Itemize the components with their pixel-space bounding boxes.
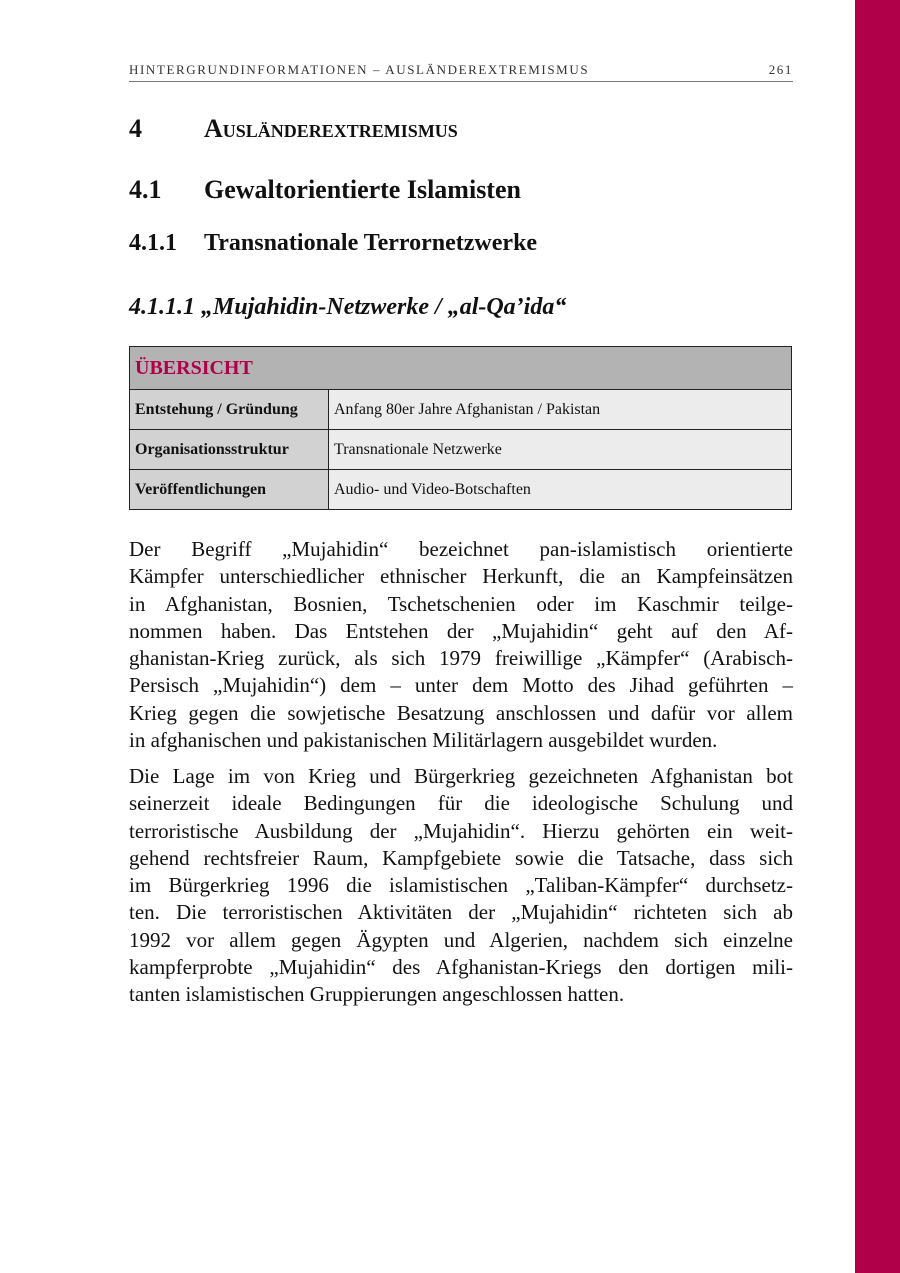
running-header-title: HINTERGRUNDINFORMATIONEN – AUSLÄNDEREXTREMISMUS xyxy=(129,62,590,77)
running-header xyxy=(129,62,793,82)
subsection-number: 4.1.1 xyxy=(129,230,177,256)
row-label: Veröffentlichungen xyxy=(130,470,329,510)
body-paragraph xyxy=(129,536,793,754)
page-number: 261 xyxy=(768,62,793,77)
row-value: Audio- und Video-Botschaften xyxy=(329,470,792,510)
paragraph-line: Persisch „Mujahidin“) dem – unter dem Motto des Jihad geführten – xyxy=(129,673,793,698)
row-label: Entstehung / Gründung xyxy=(130,390,329,430)
table-row xyxy=(130,390,792,430)
row-value: Anfang 80er Jahre Afghanistan / Pakistan xyxy=(329,390,792,430)
chapter-title: Ausländerextremismus xyxy=(204,114,458,143)
paragraph-line: seinerzeit ideale Bedingungen für die ideologische Schulung und xyxy=(129,791,793,816)
row-label: Organisationsstruktur xyxy=(130,430,329,470)
table-row xyxy=(130,470,792,510)
chapter-number: 4 xyxy=(129,114,142,143)
paragraph-line: im Bürgerkrieg 1996 die islamistischen „Taliban-Kämpfer“ durchsetz- xyxy=(129,873,793,898)
row-value: Transnationale Netzwerke xyxy=(329,430,792,470)
chapter-heading xyxy=(129,114,458,144)
subsection-title: Transnationale Terrornetzwerke xyxy=(204,230,538,256)
section-title: Gewaltorientierte Islamisten xyxy=(204,175,521,204)
chapter-color-bar xyxy=(855,0,900,1273)
paragraph-line: nommen haben. Das Entstehen der „Mujahidin“ geht auf den Af- xyxy=(129,618,793,643)
paragraph-line: Der Begriff „Mujahidin“ bezeichnet pan-islamistisch orientierte xyxy=(129,537,793,561)
paragraph-line: in Afghanistan, Bosnien, Tschetschenien oder im Kaschmir teilge- xyxy=(129,591,793,616)
table-row xyxy=(130,430,792,470)
paragraph-line: terroristische Ausbildung der „Mujahidin“. Hierzu gehörten ein weit- xyxy=(129,818,793,843)
paragraph-line: ghanistan-Krieg zurück, als sich 1979 freiwillige „Kämpfer“ (Arabisch- xyxy=(129,646,793,671)
paragraph-line: in afghanischen und pakistanischen Militärlagern ausgebildet wurden. xyxy=(129,728,718,753)
section-number: 4.1 xyxy=(129,175,162,204)
paragraph-line: ten. Die terroristischen Aktivitäten der „Mujahidin“ richteten sich ab xyxy=(129,900,793,925)
subsection-heading xyxy=(129,230,537,257)
body-paragraph xyxy=(129,763,793,1009)
paragraph-line: 1992 vor allem gegen Ägypten und Algerien, nachdem sich einzelne xyxy=(129,927,793,952)
paragraph-line: gehend rechtsfreier Raum, Kampfgebiete sowie die Tatsache, dass sich xyxy=(129,845,793,870)
paragraph-line: Die Lage im von Krieg und Bürgerkrieg gezeichneten Afghanistan bot xyxy=(129,764,793,788)
paragraph-line: kampferprobte „Mujahidin“ des Afghanistan-Kriegs den dortigen mili- xyxy=(129,955,793,980)
paragraph-line: tanten islamistischen Gruppierungen angeschlossen hatten. xyxy=(129,982,625,1007)
paragraph-line: Krieg gegen die sowjetische Besatzung anschlossen und dafür vor allem xyxy=(129,700,793,725)
section-heading xyxy=(129,175,521,205)
paragraph-line: Kämpfer unterschiedlicher ethnischer Herkunft, die an Kampfeinsätzen xyxy=(129,564,793,589)
subsubsection-heading: 4.1.1.1 „Mujahidin-Netzwerke / „al-Qa’ida“ xyxy=(129,294,567,320)
overview-title: ÜBERSICHT xyxy=(130,347,792,390)
overview-table xyxy=(129,346,792,510)
